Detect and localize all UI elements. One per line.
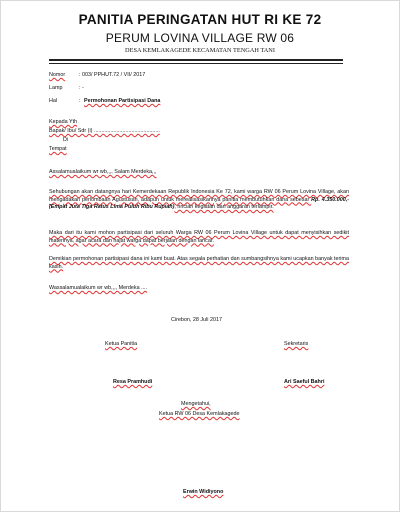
- nomor-label: Nomor: [49, 72, 66, 78]
- right-name: Ari Saeful Bahri: [284, 379, 325, 385]
- paragraph-3-text: Demikian permohonan partisipasi dana ini kami buat. Atas segala perhatian dan sumbangsihnya kami ucapkan banyak terima kasih.: [49, 256, 349, 270]
- paragraph-2: [49, 230, 349, 245]
- recipient-line: Bapak/ Ibu/ Sdr (i) ............................................: [49, 128, 160, 134]
- paragraph-2-text: Maka dari itu kami mohon partisipasi dari seluruh Warga RW 06 Perum Lovina Village untuk dapat menyisihkan sedikit materinya, agar acara dan hajat warga dapat berjalan dengan lancar.: [49, 230, 349, 244]
- left-role: Ketua Panitia: [105, 341, 138, 347]
- paragraph-1-amount: Rp. 4.350.000,- (Empat Juta Tiga Ratus Lima Puluh Ribu Rupiah): [49, 196, 349, 211]
- approve-label: Mengetahui,: [181, 401, 211, 407]
- closing: Wassalamualaikum wr wb,,,, Merdeka ....: [49, 285, 148, 291]
- greeting: Assalamualaikum wr wb,,,, Salam Merdeka,,,: [49, 169, 157, 175]
- letter-title: PANITIA PERINGATAN HUT RI KE 72: [78, 12, 322, 27]
- di-label: Di: [63, 137, 69, 143]
- paragraph-1-text-b: , rincian kegiatan dan anggaran terlampir.: [174, 204, 274, 211]
- right-role: Sekretaris: [284, 341, 309, 347]
- nomor-value: : 003/ PPHUT.72 / VII/ 2017: [79, 72, 146, 78]
- approve-role: Ketua RW 06 Desa Kemlakagede: [159, 411, 240, 417]
- letter-address: DESA KEMLAKAGEDE KECAMATAN TENGAH TANI: [125, 47, 275, 54]
- letter-subtitle: PERUM LOVINA VILLAGE RW 06: [105, 31, 295, 45]
- paragraph-3: [49, 256, 349, 271]
- paragraph-1-text-a: Sehubungan akan datangnya hari Kemerdekaan Republik Indonesia Ke 72, kami warga RW 06 Perum Lovina Village, akan mengadakan perlombaan Agustusan, adapun untuk merealisasikannya panitia membutuhkan dana sebesar: [49, 189, 349, 203]
- lamp-value: : -: [79, 85, 84, 91]
- hal-subject: Permohonan Partisipasi Dana: [84, 98, 161, 104]
- paragraph-1: [49, 189, 349, 212]
- hal-value: :: [79, 98, 81, 104]
- place-date: Cirebon, 28 Juli 2017: [171, 317, 222, 323]
- header-rule-thin: [49, 63, 343, 64]
- approve-name: Erwin Widiyono: [183, 489, 224, 495]
- header-rule-thick: [49, 59, 343, 61]
- lamp-label: Lamp: [49, 85, 63, 91]
- kepada-yth: Kepada Yth: [49, 119, 78, 125]
- tempat-label: Tempat: [49, 146, 67, 152]
- hal-label: Hal: [49, 98, 58, 104]
- left-name: Resa Pramhudi: [113, 379, 153, 385]
